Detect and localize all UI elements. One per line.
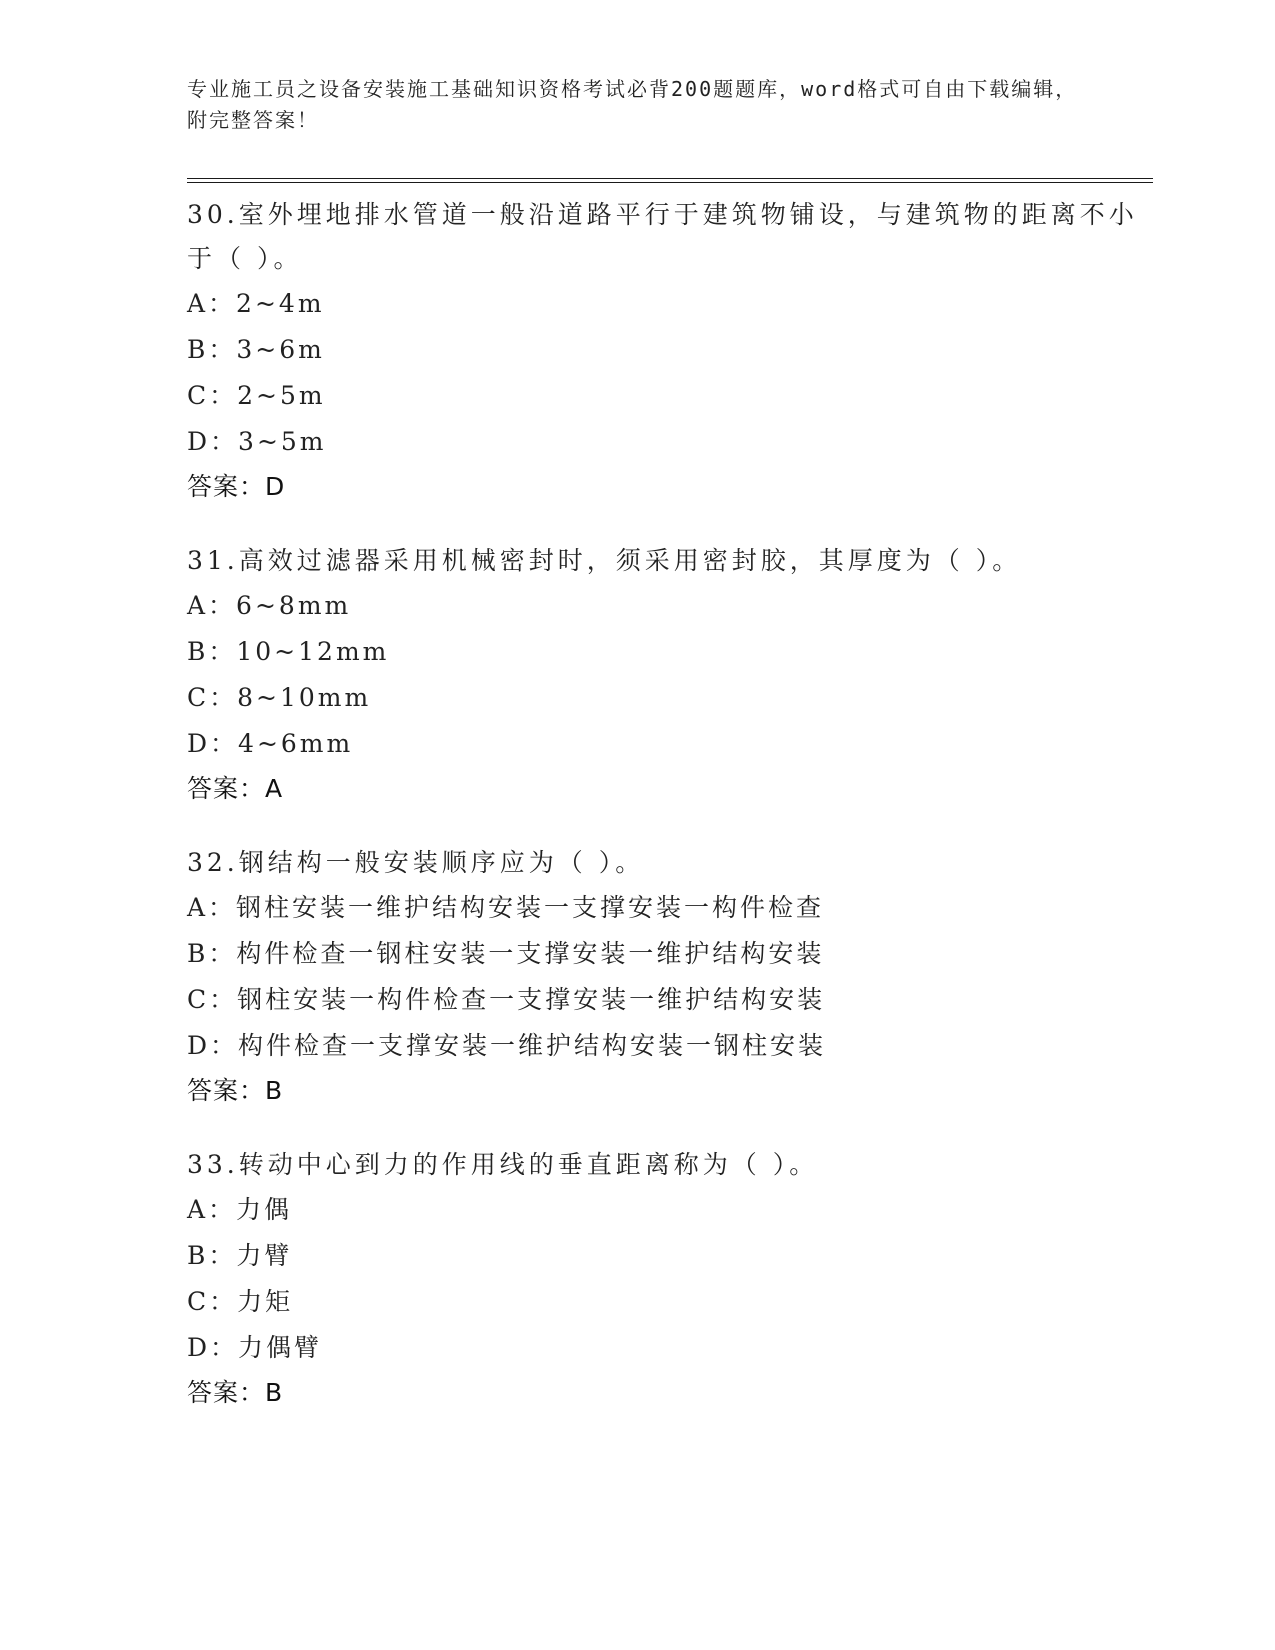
option-a: A：2~4m xyxy=(187,289,325,318)
option-c: C：8~10mm xyxy=(187,683,372,712)
question-list xyxy=(187,188,1147,1445)
question-text: 31.高效过滤器采用机械密封时，须采用密封胶，其厚度为（ ）。 xyxy=(187,546,1022,575)
option-d: D：构件检查一支撑安装一维护结构安装一钢柱安装 xyxy=(187,1031,827,1060)
option-d: D：4~6mm xyxy=(187,729,354,758)
option-d: D：3~5m xyxy=(187,427,327,456)
option-b: B：10~12mm xyxy=(187,637,390,666)
answer-line: 答案：D xyxy=(187,472,286,501)
answer-line: 答案：B xyxy=(187,1378,284,1407)
option-c: C：力矩 xyxy=(187,1287,294,1316)
answer-line: 答案：B xyxy=(187,1076,284,1105)
header-divider xyxy=(187,178,1153,183)
option-c: C：2~5m xyxy=(187,381,326,410)
document-header: 专业施工员之设备安装施工基础知识资格考试必背200题题库，word格式可自由下载编辑，附完整答案！ xyxy=(187,77,1078,132)
option-b: B：3~6m xyxy=(187,335,325,364)
option-a: A：6~8mm xyxy=(187,591,352,620)
question-33 xyxy=(187,1143,1147,1415)
question-text: 32.钢结构一般安装顺序应为（ ）。 xyxy=(187,848,645,877)
question-32 xyxy=(187,841,1147,1113)
question-30 xyxy=(187,193,1147,509)
option-d: D：力偶臂 xyxy=(187,1333,323,1362)
option-b: B：力臂 xyxy=(187,1241,293,1270)
answer-line: 答案：A xyxy=(187,774,284,803)
option-a: A：力偶 xyxy=(187,1195,293,1224)
option-b: B：构件检查一钢柱安装一支撑安装一维护结构安装 xyxy=(187,939,825,968)
option-c: C：钢柱安装一构件检查一支撑安装一维护结构安装 xyxy=(187,985,826,1014)
question-text: 33.转动中心到力的作用线的垂直距离称为（ ）。 xyxy=(187,1150,819,1179)
option-a: A：钢柱安装一维护结构安装一支撑安装一构件检查 xyxy=(187,893,825,922)
question-31 xyxy=(187,539,1147,811)
question-text: 30.室外埋地排水管道一般沿道路平行于建筑物铺设，与建筑物的距离不小于（ ）。 xyxy=(187,200,1138,273)
